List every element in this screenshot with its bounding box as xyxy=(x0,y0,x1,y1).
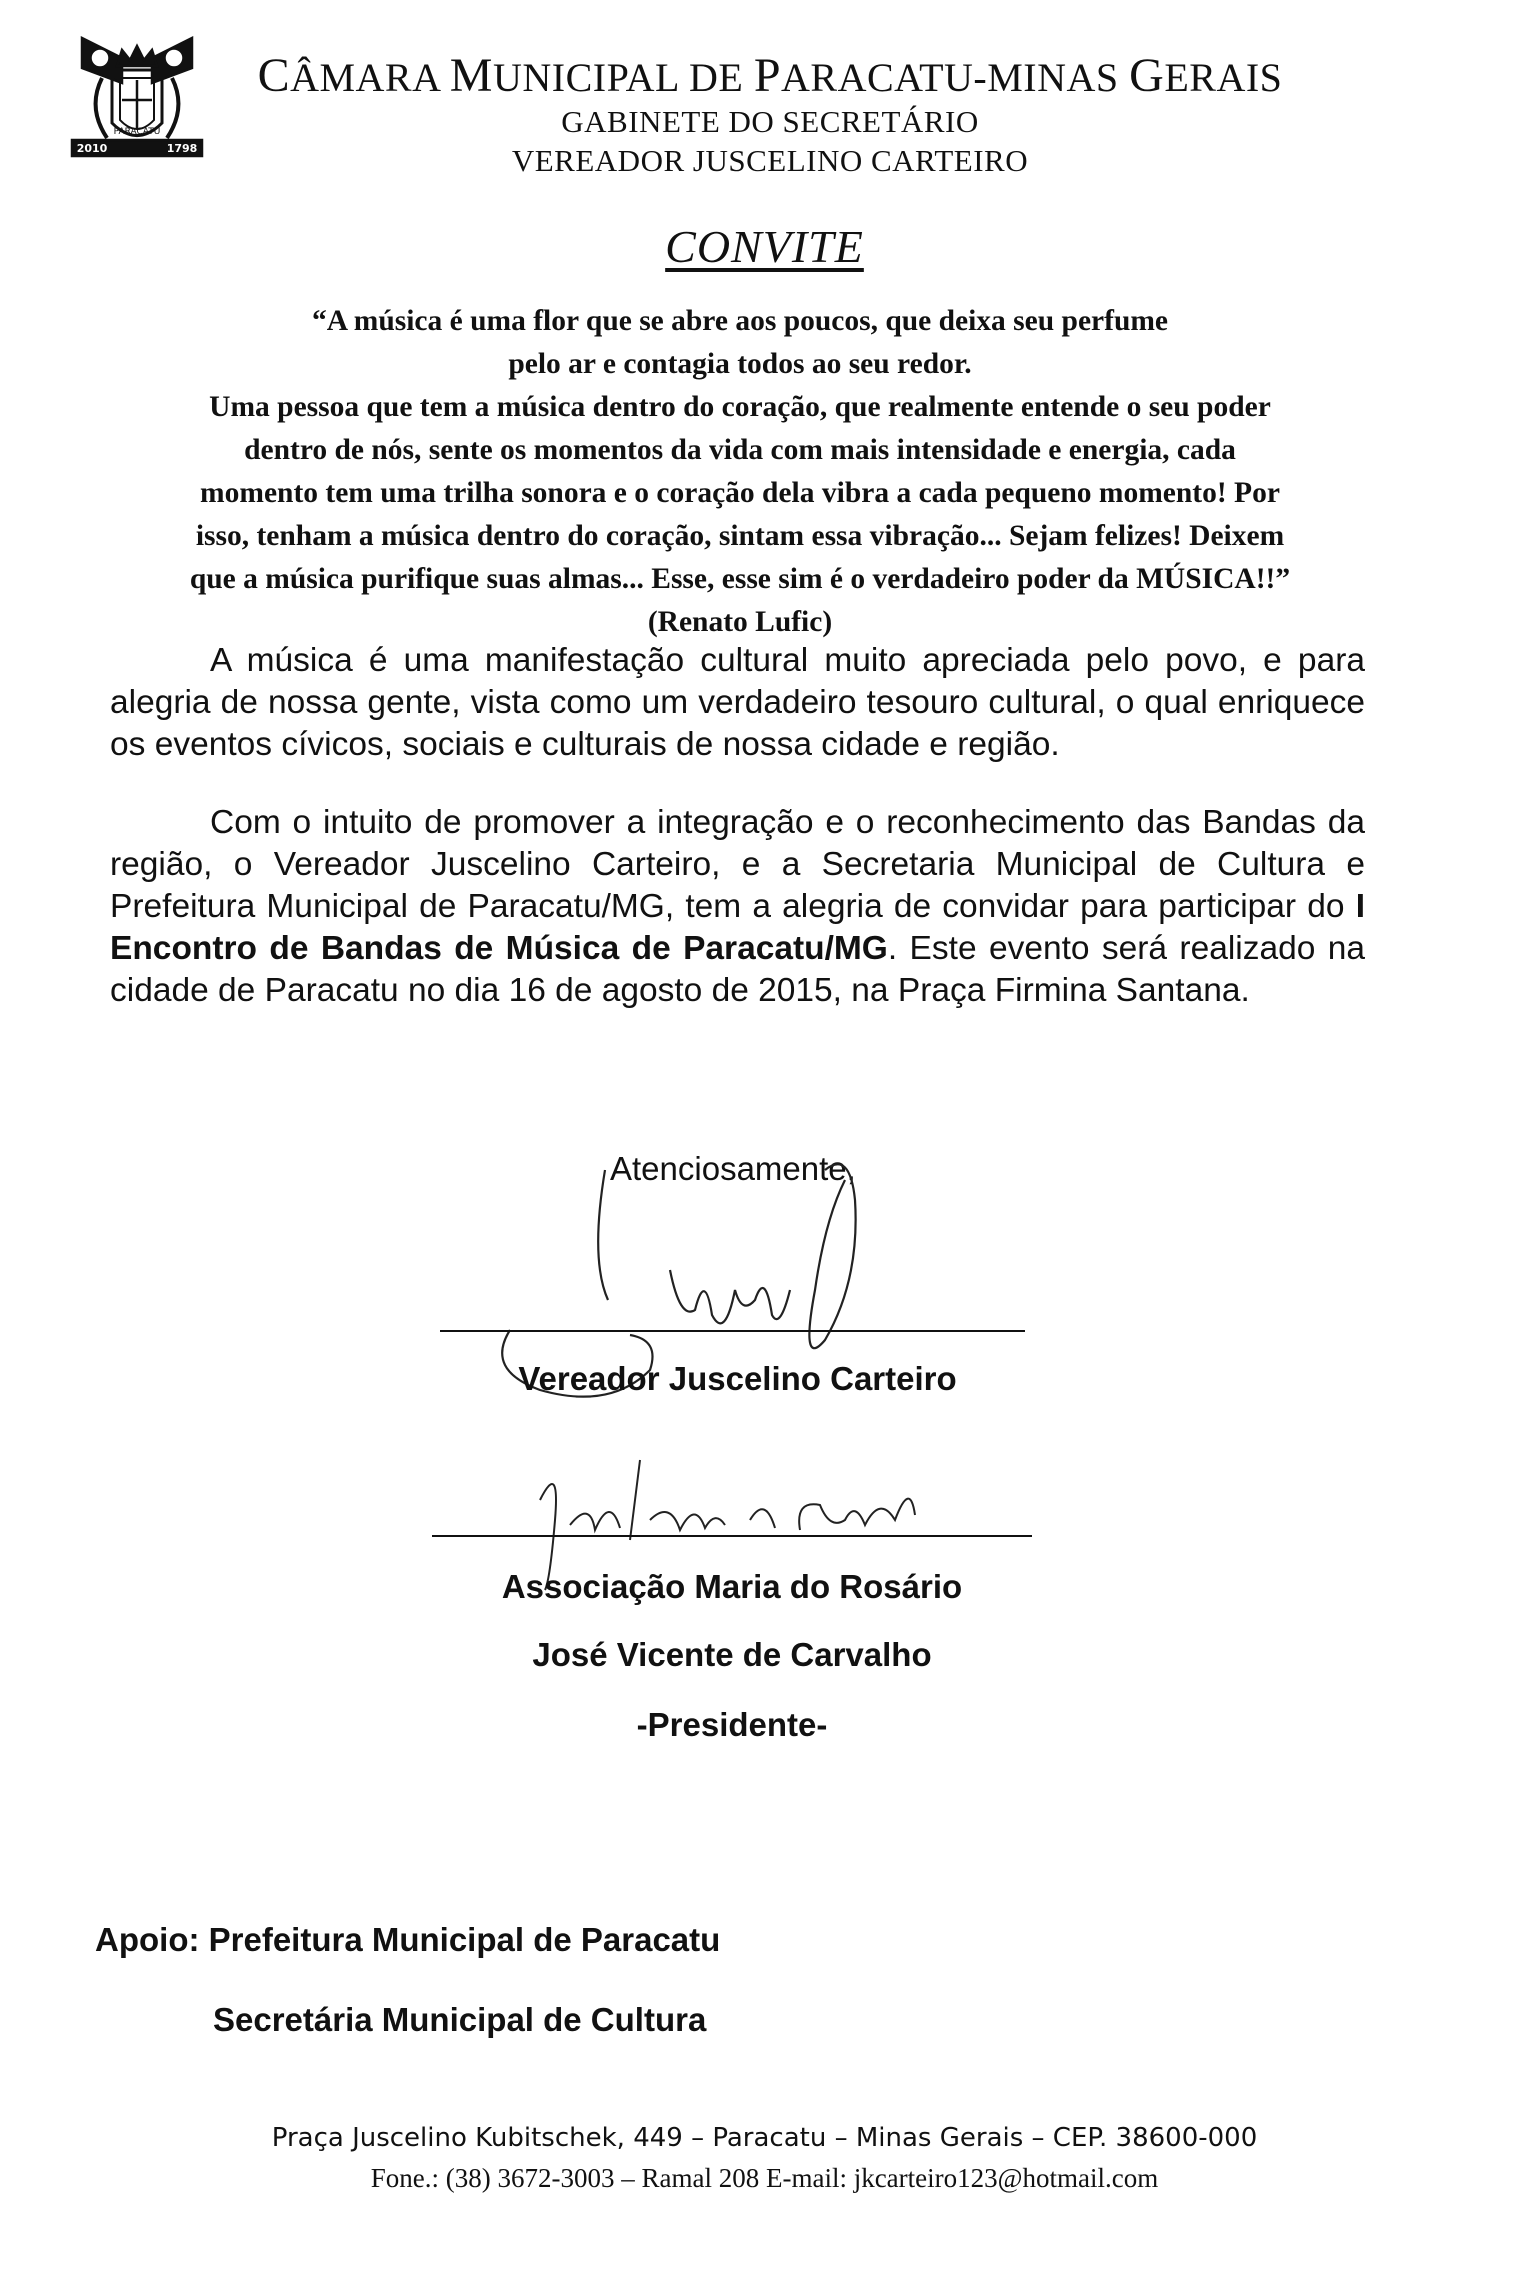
event-name: I Encontro de Bandas de Música de Paracatu/MG xyxy=(110,888,1365,967)
signature-line xyxy=(440,1330,1025,1332)
quote-line: que a música purifique suas almas... Esse, esse sim é o verdadeiro poder da MÚSICA!!” xyxy=(189,563,1291,595)
office-name: GABINETE DO SECRETÁRIO xyxy=(561,103,979,139)
support-line: Secretária Municipal de Cultura xyxy=(213,2001,707,2038)
signer-role: -Presidente- xyxy=(636,1706,828,1743)
body-paragraph: Com o intuito de promover a integração e o reconhecimento das Bandas da região, o Vereador Juscelino Carteiro, e a Secretaria Municipal de Cultura e Prefeitura Municipal de Paracatu/MG, tem a alegria de convidar para participar do I Encontro de Bandas de Música de Paracatu/MG. Este evento será realizado na cidade de Paracatu no dia 16 de agosto de 2015, na Praça Firmina Santana. xyxy=(110,804,1365,1009)
support-section xyxy=(95,1900,720,2060)
epigraph-quote xyxy=(120,300,1360,644)
signature-line xyxy=(432,1535,1032,1537)
svg-text:PARACATU: PARACATU xyxy=(113,127,161,137)
body-paragraph: A música é uma manifestação cultural muito apreciada pelo povo, e para alegria de nossa gente, vista como um verdadeiro tesouro cultural, o qual enriquece os eventos cívicos, sociais e culturais de nossa cidade e região. xyxy=(110,642,1365,763)
support-line: Apoio: Prefeitura Municipal de Paracatu xyxy=(95,1921,721,1958)
footer xyxy=(0,2118,1529,2198)
footer-address: Praça Juscelino Kubitschek, 449 – Paracatu – Minas Gerais – CEP. 38600-000 xyxy=(271,2123,1258,2153)
coat-of-arms-icon xyxy=(62,28,212,178)
councilor-name: VEREADOR JUSCELINO CARTEIRO xyxy=(511,142,1029,178)
letter-body xyxy=(110,640,1365,1048)
signer-name: José Vicente de Carvalho xyxy=(532,1636,932,1673)
quote-line: Uma pessoa que tem a música dentro do coração, que realmente entende o seu poder xyxy=(209,391,1271,423)
signer-name: Vereador Juscelino Carteiro xyxy=(518,1360,957,1397)
quote-line: “A música é uma flor que se abre aos poucos, que deixa seu perfume xyxy=(311,305,1169,337)
footer-contact: Fone.: (38) 3672-3003 – Ramal 208 E-mail: jkcarteiro123@hotmail.com xyxy=(370,2163,1159,2193)
page-title: CONVITE xyxy=(665,221,864,272)
svg-text:2010: 2010 xyxy=(76,142,108,155)
quote-line: pelo ar e contagia todos ao seu redor. xyxy=(508,348,972,380)
letterhead xyxy=(240,50,1300,180)
quote-line: dentro de nós, sente os momentos da vida com mais intensidade e energia, cada xyxy=(244,434,1236,466)
closing: Atenciosamente, xyxy=(610,1150,856,1187)
quote-author: (Renato Lufic) xyxy=(647,606,833,638)
quote-line: isso, tenham a música dentro do coração, sintam essa vibração... Sejam felizes! Deixem xyxy=(195,520,1285,552)
org-name: CÂMARA MUNICIPAL DE PARACATU-MINAS GERAIS xyxy=(257,49,1283,102)
association-name: Associação Maria do Rosário xyxy=(501,1568,963,1605)
svg-text:1798: 1798 xyxy=(166,142,198,155)
quote-line: momento tem uma trilha sonora e o coração dela vibra a cada pequeno momento! Por xyxy=(200,477,1280,509)
